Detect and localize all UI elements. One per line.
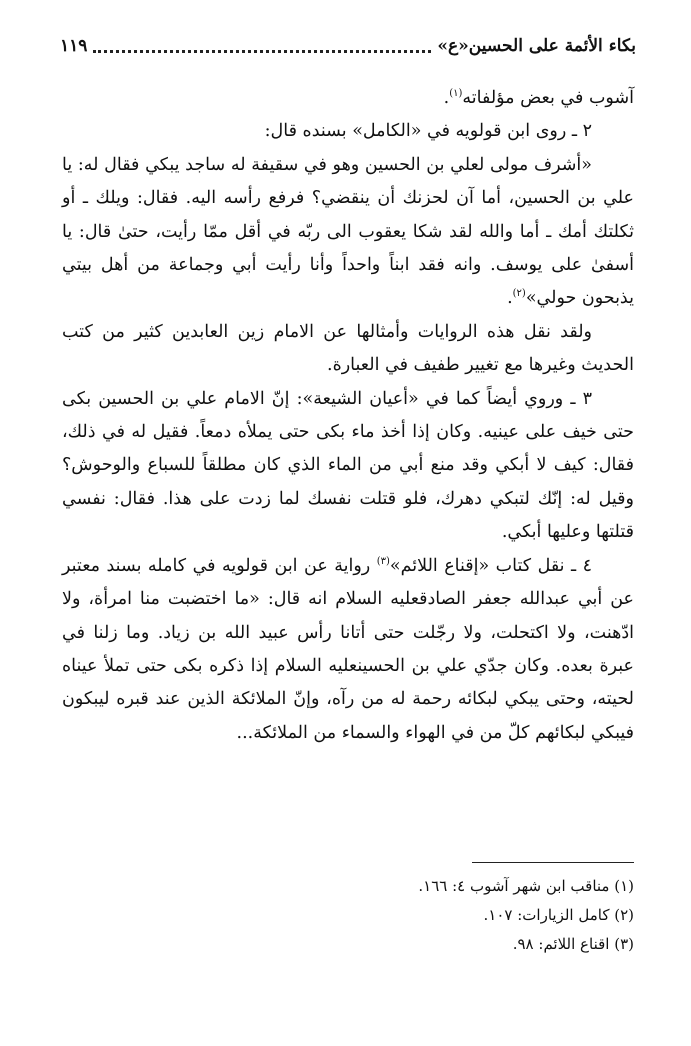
paragraph-text: آشوب في بعض مؤلفاته — [462, 88, 634, 108]
paragraph-text: ٤ ـ نقل كتاب «إقناع اللائم» — [389, 555, 592, 576]
paragraph-text: «أشرف مولى لعلي بن الحسين وهو في سقيفة له ساجد يبكي فقال له: يا علي بن الحسين، أما آن لحزنك أن ينقضي؟ فرفع رأسه اليه. فقال: ويلك ـ أو ثكلتك أمك ـ أما والله لقد شكا يعقوب الى ربّه في أقل ممّا رأيت، حتىٰ قال: يا أسفىٰ على يوسف. وانه فقد ابناً واحداً وأنا رأيت أبي وجماعة من أهل بيتي يذبحون حولي» — [62, 154, 634, 309]
footnote: (١) مناقب ابن شهر آشوب ٤: ١٦٦. — [418, 877, 634, 895]
footnote-divider — [472, 862, 634, 863]
footnote: (٣) اقناع اللائم: ٩٨. — [512, 935, 634, 953]
paragraph-text: ولقد نقل هذه الروايات وأمثالها عن الامام زين العابدين كثير من كتب الحديث وغيرها مع تغيير طفيف في العبارة. — [62, 321, 634, 376]
footnotes — [300, 872, 634, 959]
paragraph — [62, 82, 634, 115]
main-text — [62, 82, 634, 750]
paragraph — [62, 550, 634, 750]
footnote-ref: (٢) — [512, 288, 526, 300]
page-number: ١١٩ — [60, 36, 88, 56]
paragraph-text: ٣ ـ وروي أيضاً كما في «أعيان الشيعة»: إنّ الامام علي بن الحسين بكى حتى خيف على عينيه. وكان إذا أخذ ماء بكى حتى يملأه دمعاً. فقيل له في ذلك، فقال: كيف لا أبكي وقد منع أبي من الماء الذي كان مطلقاً للسباع والوحوش؟ وقيل له: إنّك لتبكي دهرك، فلو قتلت نفسك لما زدت على هذا. فقال: نفسي قتلتها وعليها أبكي. — [62, 388, 634, 543]
footnote: (٢) كامل الزيارات: ١٠٧. — [483, 906, 634, 924]
page-header — [60, 34, 636, 58]
paragraph — [62, 149, 634, 316]
running-title: بكاء الأئمة على الحسين«ع» — [437, 36, 636, 56]
paragraph — [62, 115, 634, 148]
paragraph-tail: رواية عن ابن قولويه في كامله بسند معتبر عن أبي عبدالله جعفر الصادقعليه السلام انه قال: «ما اختضبت منا امرأة، ولا ادّهنت، ولا اكتحلت، ولا رجّلت حتى أتانا رأس عبيد الله بن زياد. وما زلنا في عبرة بعده. وكان جدّي علي بن الحسينعليه السلام إذا ذكره بكى حتى تملأ عيناه لحيته، وحتى يبكي لبكائه رحمة له من رآه، وإنّ الملائكة الذين عند قبره ليبكون فيبكي لبكائهم كلّ من في الهواء والسماء من الملائكة... — [62, 555, 634, 743]
footnote-ref: (٣) — [376, 555, 390, 567]
leader-dots — [93, 40, 431, 53]
paragraph-tail: . — [443, 88, 450, 108]
paragraph-tail: . — [507, 288, 513, 309]
paragraph — [62, 383, 634, 550]
paragraph — [62, 316, 634, 383]
paragraph-text: ٢ ـ روى ابن قولويه في «الكامل» بسنده قال: — [264, 121, 592, 142]
footnote-ref: (١) — [449, 88, 463, 100]
